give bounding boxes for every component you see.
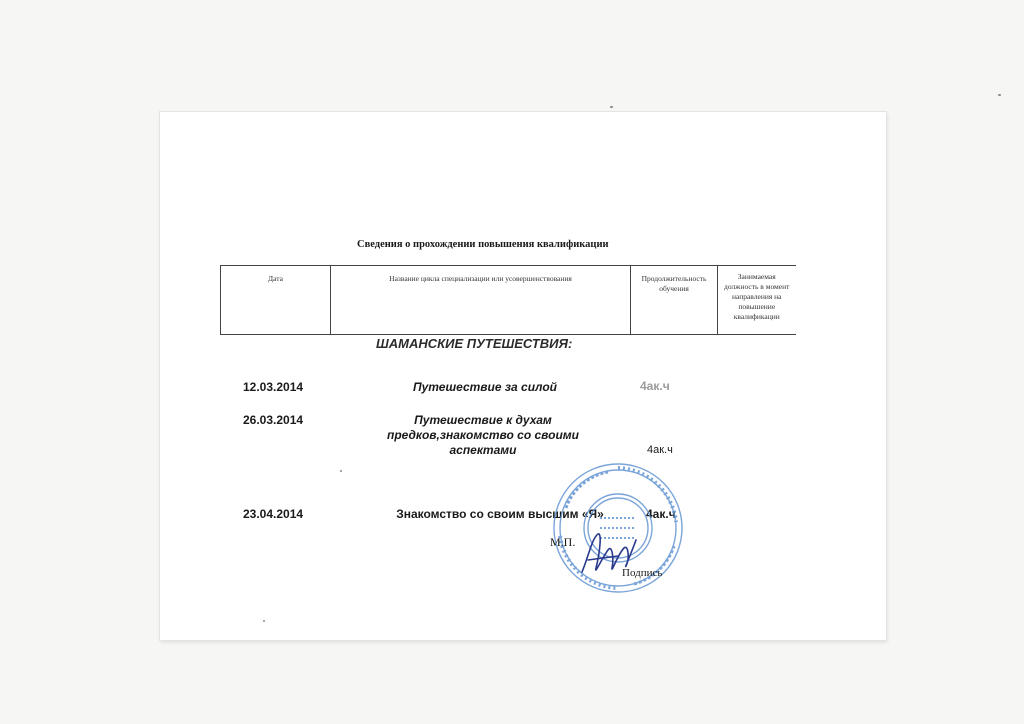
- scan-speck: [610, 106, 613, 108]
- header-date: Дата: [221, 266, 331, 335]
- scan-speck: [340, 470, 342, 472]
- entry-name: Путешествие за силой: [412, 380, 557, 394]
- scan-speck: [263, 620, 265, 622]
- document-title: Сведения о прохождении повышения квалификации: [357, 239, 609, 250]
- qualification-table-header: [220, 265, 796, 335]
- header-duration: Продолжительность обучения: [631, 266, 718, 335]
- document-page: [160, 112, 886, 640]
- signature-label: Подпись: [622, 567, 663, 579]
- entry-date: 23.04.2014: [243, 507, 304, 521]
- entry-duration: 4ак.ч: [640, 379, 670, 393]
- scan-speck: [998, 94, 1001, 96]
- entry-date: 12.03.2014: [243, 380, 304, 394]
- header-position: Занимаемая должность в момент направления на повышение квалификации: [718, 266, 796, 335]
- mp-label: М.П.: [550, 535, 576, 549]
- entry-name: Путешествие к духам предков,знакомство со своими аспектами: [386, 413, 579, 457]
- entry-name: Знакомство со своим высшим «Я»: [396, 507, 604, 521]
- header-course-name: Название цикла специализации или усовершенствования: [331, 266, 631, 335]
- entry-date: 26.03.2014: [243, 413, 304, 427]
- entry-duration: 4ак.ч: [647, 444, 673, 456]
- section-heading: ШАМАНСКИЕ ПУТЕШЕСТВИЯ:: [376, 336, 573, 351]
- entry-duration: 4ак.ч: [646, 507, 676, 521]
